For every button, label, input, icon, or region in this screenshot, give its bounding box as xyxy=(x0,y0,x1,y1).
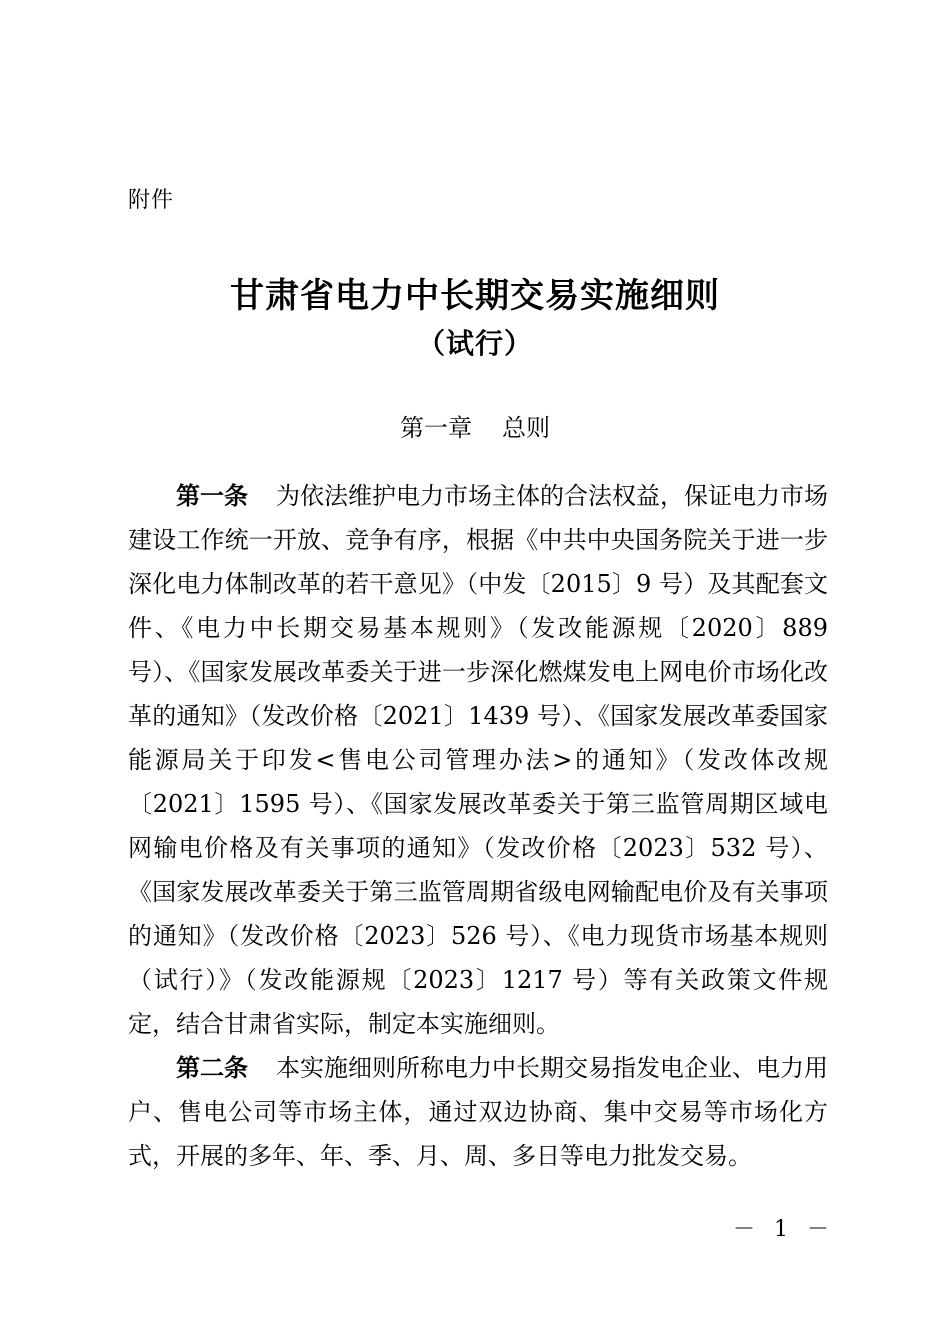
article-paragraph xyxy=(128,1046,828,1178)
document-body xyxy=(128,474,828,1178)
chapter-heading xyxy=(0,408,950,443)
article-label: 第二条 xyxy=(176,1054,248,1082)
page-number: － 1 － xyxy=(733,1217,835,1242)
article-paragraph xyxy=(128,474,828,1046)
chapter-number: 第一章 xyxy=(400,414,472,442)
article-text: 为依法维护电力市场主体的合法权益，保证电力市场建设工作统一开放、竞争有序，根据《中共中央国务院关于进一步深化电力体制改革的若干意见》（中发〔2015〕9 号）及其配套文件、《电力中长期交易基本规则》（发改能源规〔2020〕889 号）、《国家发展改革委关于进一步深化燃煤发电上网电价市场化改革的通知》（发改价格〔2021〕1439 号）、《国家发展改革委国家能源局关于印发<售电公司管理办法>的通知》（发改体改规〔2021〕1595 号）、《国家发展改革委关于第三监管周期区域电网输电价格及有关事项的通知》（发改价格〔2023〕532 号）、《国家发展改革委关于第三监管周期省级电网输配电价及有关事项的通知》（发改价格〔2023〕526 号）、《电力现货市场基本规则（试行）》（发改能源规〔2023〕1217 号）等有关政策文件规定，结合甘肃省实际，制定本实施细则。 xyxy=(128,482,828,1038)
article-text: 本实施细则所称电力中长期交易指发电企业、电力用户、售电公司等市场主体，通过双边协商、集中交易等市场化方式，开展的多年、年、季、月、周、多日等电力批发交易。 xyxy=(128,1054,828,1170)
document-subtitle: （试行） xyxy=(416,327,533,360)
article-label: 第一条 xyxy=(176,482,248,510)
attachment-label: 附件 xyxy=(128,188,175,213)
chapter-name: 总则 xyxy=(502,414,550,442)
document-title: 甘肃省电力中长期交易实施细则 xyxy=(230,276,720,316)
